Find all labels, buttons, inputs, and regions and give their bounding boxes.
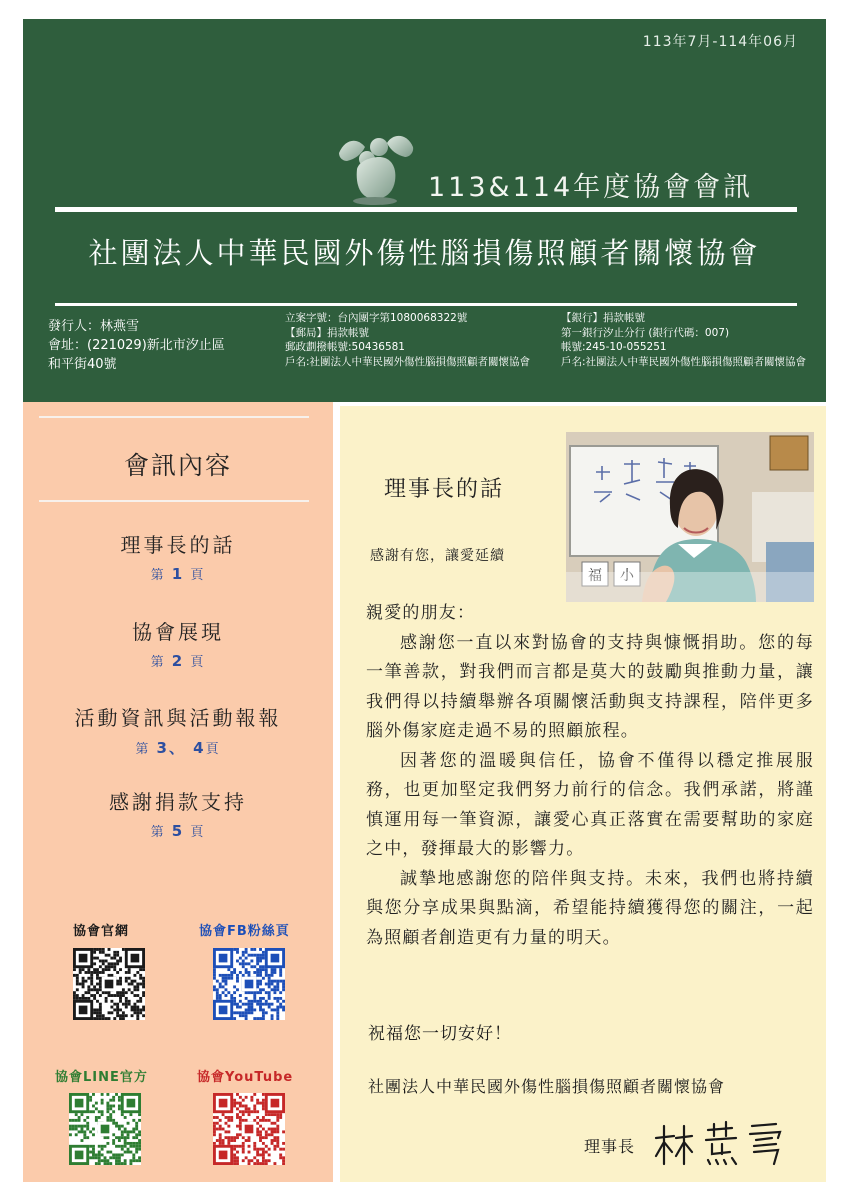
website-qr-code[interactable]	[73, 948, 145, 1020]
qr-label-facebook: 協會FB粉絲頁	[199, 924, 290, 939]
chairman-message-panel	[340, 406, 826, 1182]
qr-label-line: 協會LINE官方	[55, 1070, 148, 1085]
qr-label-website: 協會官網	[73, 924, 130, 939]
salutation: 親愛的朋友：	[366, 603, 476, 623]
chairman-photo	[566, 432, 814, 602]
publisher-info	[48, 317, 225, 374]
angel-statue-logo	[335, 125, 417, 205]
photo-board-text: 福	[588, 568, 602, 584]
closing-greeting: 祝福您一切安好！	[368, 1024, 512, 1044]
registration-number: 立案字號：台內團字第1080068322號	[285, 312, 468, 324]
toc-item-donation-thanks[interactable]: 感謝捐款支持	[109, 790, 247, 814]
address-line-2: 和平街40號	[48, 357, 117, 372]
toc-item-activity-news[interactable]: 活動資訊與活動報報	[74, 706, 282, 730]
paragraph: 因著您的溫暖與信任，協會不僅得以穩定推展服務，也更加堅定我們努力前行的信念。我們承諾，將謹慎運用每一筆資源，讓愛心真正落實在需要幫助的家庭之中，發揮最大的影響力。	[366, 750, 814, 859]
header-divider-top	[55, 207, 797, 212]
photo-board-text: 小	[620, 568, 634, 584]
toc-page-number: 第 1 頁	[150, 565, 206, 583]
toc-item-association-showcase[interactable]: 協會展現	[132, 620, 224, 644]
toc-item-chairman-message[interactable]: 理事長的話	[120, 533, 236, 557]
post-account: 郵政劃撥帳號:50436581	[285, 341, 405, 353]
publisher: 發行人：林燕雪	[48, 319, 140, 334]
youtube-qr-code[interactable]	[213, 1093, 285, 1165]
signature-organization: 社團法人中華民國外傷性腦損傷照顧者關懷協會	[368, 1077, 726, 1096]
newsletter-header	[23, 19, 826, 402]
header-divider-bottom	[55, 303, 797, 306]
bank-info	[561, 311, 823, 369]
address-line-1: 會址：(221029)新北市汐止區	[48, 338, 225, 353]
post-donation-label: 【郵局】捐款帳號	[285, 326, 369, 339]
sidebar-divider	[39, 500, 309, 502]
qr-label-youtube: 協會YouTube	[197, 1070, 294, 1085]
toc-title: 會訊內容	[123, 451, 232, 480]
post-account-holder: 戶名:社團法人中華民國外傷性腦損傷照顧者關懷協會	[285, 355, 531, 368]
registration-post-info	[285, 311, 540, 369]
paragraph: 誠摯地感謝您的陪伴與支持。未來，我們也將持續與您分享成果與點滴，希望能持續獲得您的關注，一起為照顧者創造更有力量的明天。	[366, 868, 814, 948]
organization-name: 社團法人中華民國外傷性腦損傷照顧者關懷協會	[88, 236, 761, 270]
handwritten-signature	[652, 1118, 792, 1170]
toc-page-number: 第 2 頁	[150, 652, 206, 670]
bank-donation-label: 【銀行】捐款帳號	[561, 312, 645, 324]
bank-branch: 第一銀行汐止分行 (銀行代碼：007)	[561, 326, 730, 339]
newsletter-title: 113&114年度協會會訊	[428, 172, 754, 203]
sidebar-divider	[39, 416, 309, 418]
bank-account: 帳號:245-10-055251	[561, 341, 667, 353]
line-qr-code[interactable]	[69, 1093, 141, 1165]
toc-page-number: 第 3、 4頁	[135, 739, 221, 757]
facebook-qr-code[interactable]	[213, 948, 285, 1020]
issue-period: 113年7月-114年06月	[642, 34, 798, 50]
article-title: 理事長的話	[384, 477, 505, 502]
signature-title: 理事長	[584, 1137, 636, 1156]
bank-account-holder: 戶名:社團法人中華民國外傷性腦損傷照顧者關懷協會	[561, 355, 807, 368]
contents-sidebar	[23, 402, 333, 1182]
toc-page-number: 第 5 頁	[150, 822, 206, 840]
article-subtitle: 感謝有您，讓愛延續	[370, 548, 505, 564]
paragraph: 感謝您一直以來對協會的支持與慷慨捐助。您的每一筆善款，對我們而言都是莫大的鼓勵與推動力量，讓我們得以持續舉辦各項關懷活動與支持課程，陪伴更多腦外傷家庭走過不易的照顧旅程。	[366, 632, 814, 741]
article-body	[366, 599, 814, 953]
